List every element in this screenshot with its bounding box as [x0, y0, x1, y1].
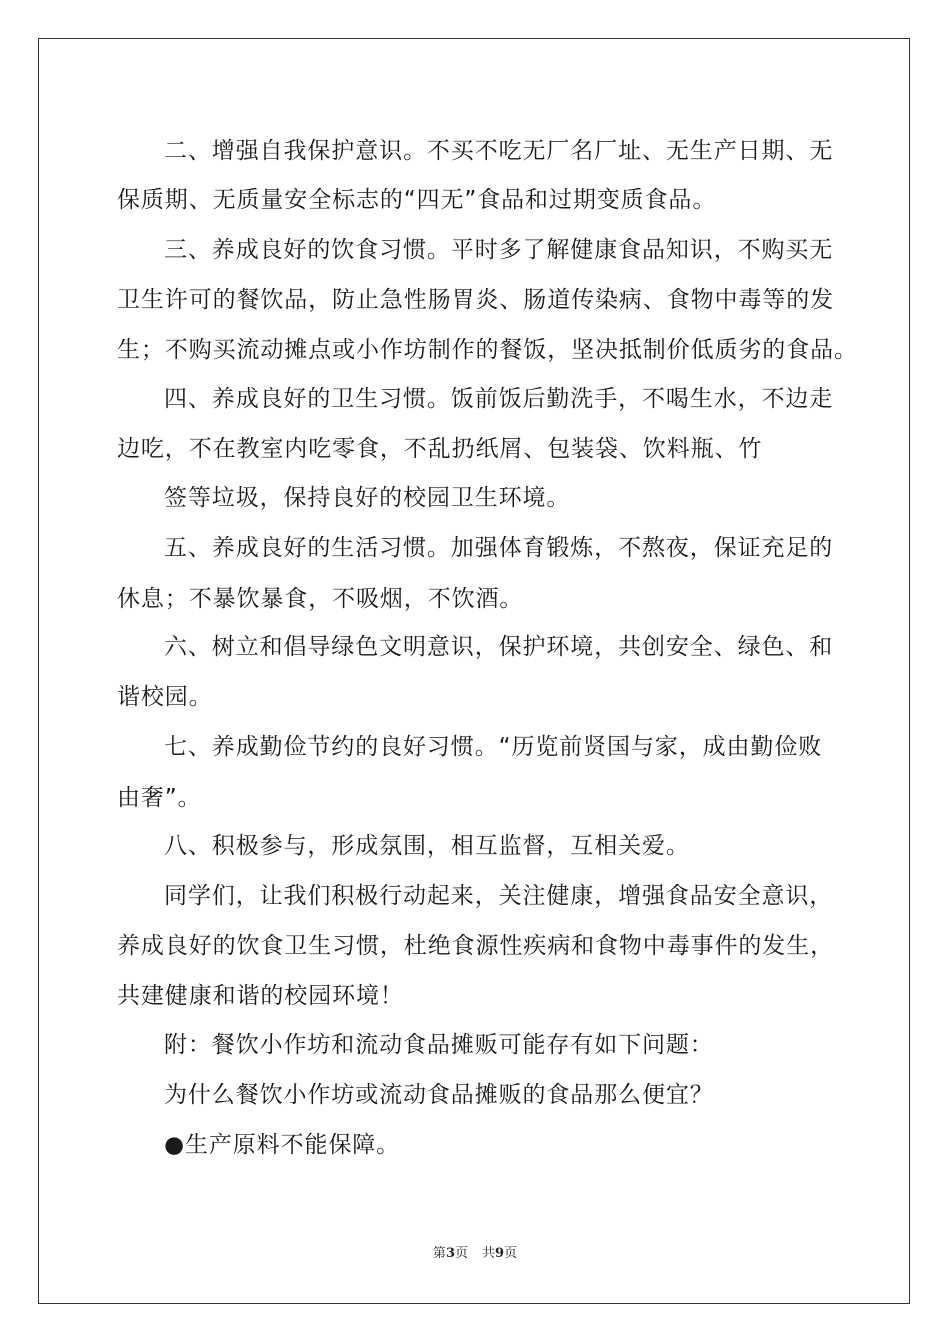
total-prefix: 共: [482, 1246, 496, 1261]
text-line: 六、树立和倡导绿色文明意识，保护环境，共创安全、绿色、和: [164, 634, 834, 660]
page-number: 3: [445, 1246, 455, 1261]
text-line: 谐校园。: [117, 684, 213, 710]
text-line: 休息；不暴饮暴食，不吸烟，不饮酒。: [117, 586, 524, 612]
text-line: 同学们，让我们积极行动起来，关注健康，增强食品安全意识，: [164, 883, 834, 909]
text-line: 四、养成良好的卫生习惯。饭前饭后勤洗手，不喝生水，不边走: [164, 386, 834, 412]
text-line: 为什么餐饮小作坊或流动食品摊贩的食品那么便宜？: [164, 1082, 714, 1108]
text-line: 三、养成良好的饮食习惯。平时多了解健康食品知识，不购买无: [164, 237, 834, 263]
text-line: 五、养成良好的生活习惯。加强体育锻炼，不熬夜，保证充足的: [164, 535, 834, 561]
text-line: 生；不购买流动摊点或小作坊制作的餐饭，坚决抵制价低质劣的食品。: [117, 337, 858, 363]
text-line: 八、积极参与，形成氛围，相互监督，互相关爱。: [164, 833, 690, 859]
text-line: 边吃，不在教室内吃零食，不乱扔纸屑、包装袋、饮料瓶、竹: [117, 436, 763, 462]
text-line: 养成良好的饮食卫生习惯，杜绝食源性疾病和食物中毒事件的发生，: [117, 933, 834, 959]
text-line: 卫生许可的餐饮品，防止急性肠胃炎、肠道传染病、食物中毒等的发: [117, 287, 834, 313]
text-line: 二、增强自我保护意识。不买不吃无厂名厂址、无生产日期、无: [164, 138, 834, 164]
text-line: ●生产原料不能保障。: [164, 1132, 401, 1158]
page-prefix: 第: [432, 1246, 446, 1261]
page-suffix: 页: [454, 1246, 468, 1261]
page-footer: [0, 1246, 950, 1262]
text-line: 附：餐饮小作坊和流动食品摊贩可能存有如下问题：: [164, 1032, 714, 1058]
text-line: 七、养成勤俭节约的良好习惯。“历览前贤国与家，成由勤俭败: [164, 734, 823, 760]
total-pages: 9: [495, 1246, 505, 1261]
text-line: 保质期、无质量安全标志的“四无”食品和过期变质食品。: [117, 187, 717, 213]
text-line: 共建健康和谐的校园环境！: [117, 983, 404, 1009]
text-line: 由奢”。: [117, 785, 202, 811]
total-suffix: 页: [504, 1246, 518, 1261]
text-line: 签等垃圾，保持良好的校园卫生环境。: [164, 485, 571, 511]
page-border: [38, 38, 910, 1304]
